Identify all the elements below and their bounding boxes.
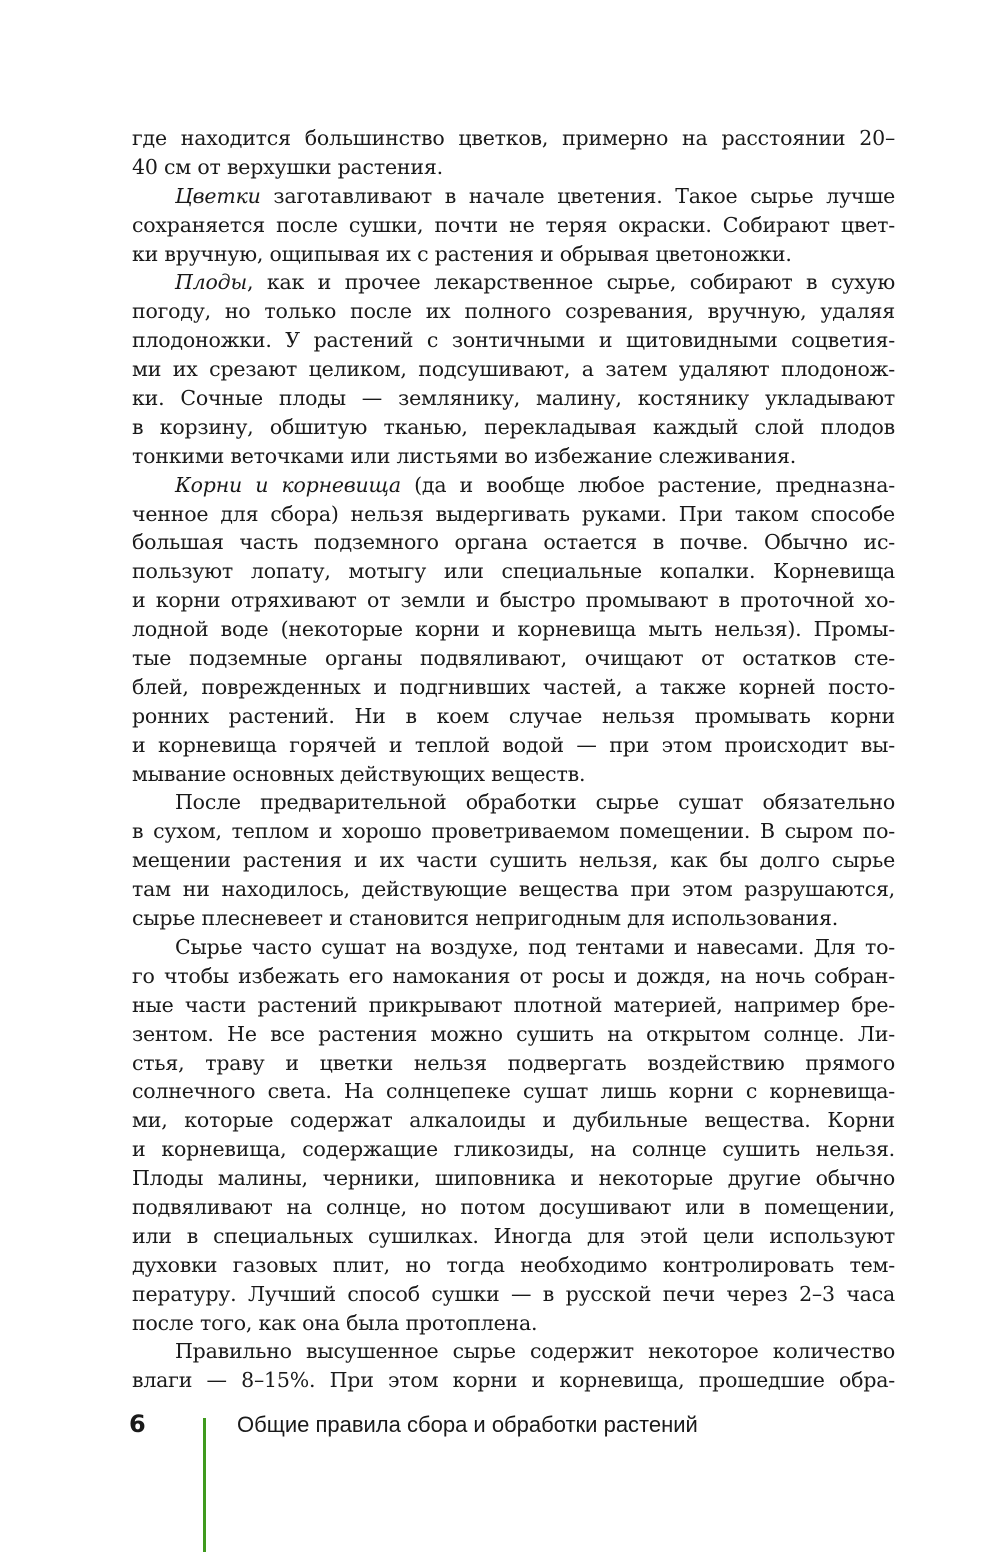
body-text bbox=[132, 124, 895, 1395]
line-text: или в специальных сушилках. Иногда для этой цели используют bbox=[132, 1223, 895, 1248]
line-text: лодной воде (некоторые корни и корневища мыть нельзя). Промы- bbox=[132, 617, 895, 642]
text-line bbox=[132, 124, 895, 153]
italic-term: Цветки bbox=[175, 183, 261, 208]
text-line bbox=[132, 1280, 895, 1309]
running-title: Общие правила сбора и обработки растений bbox=[237, 1412, 698, 1437]
line-text: после того, как она была протоплена. bbox=[132, 1310, 538, 1335]
line-text: и корневища горячей и теплой водой — при этом происходит вы- bbox=[132, 732, 895, 757]
line-text: блей, поврежденных и подгнивших частей, а также корней посто- bbox=[132, 674, 895, 699]
line-text: там ни находилось, действующие вещества при этом разрушаются, bbox=[132, 877, 895, 902]
text-line bbox=[132, 326, 895, 355]
footer-divider bbox=[203, 1418, 206, 1552]
text-line bbox=[132, 384, 895, 413]
text-line bbox=[132, 528, 895, 557]
line-text: солнечного света. На солнцепеке сушат лишь корни с корневища- bbox=[132, 1079, 895, 1104]
line-text: где находится большинство цветков, примерно на расстоянии 20– bbox=[132, 126, 895, 150]
line-text: (да и вообще любое растение, предназна- bbox=[400, 472, 895, 497]
text-line bbox=[132, 413, 895, 442]
line-text: сырье плесневеет и становится непригодным для использования. bbox=[132, 906, 839, 931]
text-line bbox=[132, 1135, 895, 1164]
line-text: ми, которые содержат алкалоиды и дубильные вещества. Корни bbox=[132, 1108, 895, 1133]
line-text: духовки газовых плит, но тогда необходимо контролировать тем- bbox=[132, 1252, 895, 1277]
line-text: ронних растений. Ни в коем случае нельзя промывать корни bbox=[132, 703, 895, 728]
text-line bbox=[132, 702, 895, 731]
line-text: сохраняется после сушки, почти не теряя окраски. Собирают цвет- bbox=[132, 212, 895, 237]
text-line bbox=[132, 644, 895, 673]
line-text: подвяливают на солнце, но потом досушивают или в помещении, bbox=[132, 1194, 895, 1219]
line-text: 40 см от верхушки растения. bbox=[132, 154, 443, 179]
text-line bbox=[132, 182, 895, 211]
text-line bbox=[132, 1366, 895, 1395]
line-text: ми их срезают целиком, подсушивают, а затем удаляют плодонож- bbox=[132, 357, 895, 382]
text-line bbox=[132, 1077, 895, 1106]
text-line bbox=[132, 904, 895, 933]
line-text: ки вручную, ощипывая их с растения и обрывая цветоножки. bbox=[132, 241, 792, 266]
line-text: заготавливают в начале цветения. Такое сырье лучше bbox=[260, 183, 895, 208]
text-line bbox=[132, 557, 895, 586]
line-text: и корневища, содержащие гликозиды, на солнце сушить нельзя. bbox=[132, 1137, 895, 1162]
line-text: Плоды малины, черники, шиповника и некоторые другие обычно bbox=[132, 1166, 895, 1191]
text-line bbox=[132, 442, 895, 471]
line-text: мывание основных действующих веществ. bbox=[132, 761, 586, 786]
line-text: в сухом, теплом и хорошо проветриваемом помещении. В сыром по- bbox=[132, 819, 895, 844]
text-line bbox=[132, 1049, 895, 1078]
page-number: 6 bbox=[129, 1410, 146, 1438]
text-line bbox=[132, 1309, 895, 1338]
line-text: влаги — 8–15%. При этом корни и корневища, прошедшие обра- bbox=[132, 1368, 895, 1393]
line-text: После предварительной обработки сырье сушат обязательно bbox=[175, 790, 895, 815]
text-line bbox=[132, 817, 895, 846]
text-line bbox=[132, 1020, 895, 1049]
text-line bbox=[132, 500, 895, 529]
line-text: плодоножки. У растений с зонтичными и щитовидными соцветия- bbox=[132, 328, 895, 353]
text-line bbox=[132, 297, 895, 326]
line-text: Правильно высушенное сырье содержит некоторое количество bbox=[175, 1339, 895, 1364]
text-line bbox=[132, 1251, 895, 1280]
text-line bbox=[132, 268, 895, 297]
line-text: погоду, но только после их полного созревания, вручную, удаляя bbox=[132, 299, 895, 324]
line-text: , как и прочее лекарственное сырье, собирают в сухую bbox=[246, 270, 895, 295]
text-line bbox=[132, 211, 895, 240]
text-line bbox=[132, 760, 895, 789]
text-line bbox=[132, 1193, 895, 1222]
line-text: тонкими веточками или листьями во избежание слеживания. bbox=[132, 443, 797, 468]
text-line bbox=[132, 615, 895, 644]
text-line bbox=[132, 788, 895, 817]
line-text: ные части растений прикрывают плотной материей, например бре- bbox=[132, 992, 895, 1017]
line-text: зентом. Не все растения можно сушить на открытом солнце. Ли- bbox=[132, 1021, 895, 1046]
text-line bbox=[132, 471, 895, 500]
text-line bbox=[132, 1222, 895, 1251]
line-text: в корзину, обшитую тканью, перекладывая каждый слой плодов bbox=[132, 414, 895, 439]
text-line bbox=[132, 846, 895, 875]
line-text: пературу. Лучший способ сушки — в русской печи через 2–3 часа bbox=[132, 1281, 895, 1306]
line-text: мещении растения и их части сушить нельзя, как бы долго сырье bbox=[132, 848, 895, 873]
text-line bbox=[132, 962, 895, 991]
text-line bbox=[132, 673, 895, 702]
text-line bbox=[132, 586, 895, 615]
line-text: го чтобы избежать его намокания от росы и дождя, на ночь собран- bbox=[132, 963, 895, 988]
italic-term: Корни и корневища bbox=[175, 472, 401, 497]
line-text: тые подземные органы подвяливают, очищают от остатков сте- bbox=[132, 646, 895, 671]
line-text: большая часть подземного органа остается в почве. Обычно ис- bbox=[132, 530, 895, 555]
text-line bbox=[132, 991, 895, 1020]
text-line bbox=[132, 933, 895, 962]
italic-term: Плоды bbox=[175, 270, 247, 295]
line-text: пользуют лопату, мотыгу или специальные копалки. Корневища bbox=[132, 559, 895, 584]
text-line bbox=[132, 1164, 895, 1193]
text-line bbox=[132, 153, 895, 182]
line-text: Сырье часто сушат на воздухе, под тентами и навесами. Для то- bbox=[175, 934, 895, 959]
line-text: ченное для сбора) нельзя выдергивать руками. При таком способе bbox=[132, 501, 895, 526]
line-text: ки. Сочные плоды — землянику, малину, костянику укладывают bbox=[132, 386, 895, 411]
line-text: стья, траву и цветки нельзя подвергать воздействию прямого bbox=[132, 1050, 895, 1075]
text-line bbox=[132, 1106, 895, 1135]
text-line bbox=[132, 731, 895, 760]
line-text: и корни отряхивают от земли и быстро промывают в проточной хо- bbox=[132, 588, 895, 613]
text-line bbox=[132, 240, 895, 269]
text-line bbox=[132, 875, 895, 904]
text-line bbox=[132, 355, 895, 384]
text-line bbox=[132, 1337, 895, 1366]
